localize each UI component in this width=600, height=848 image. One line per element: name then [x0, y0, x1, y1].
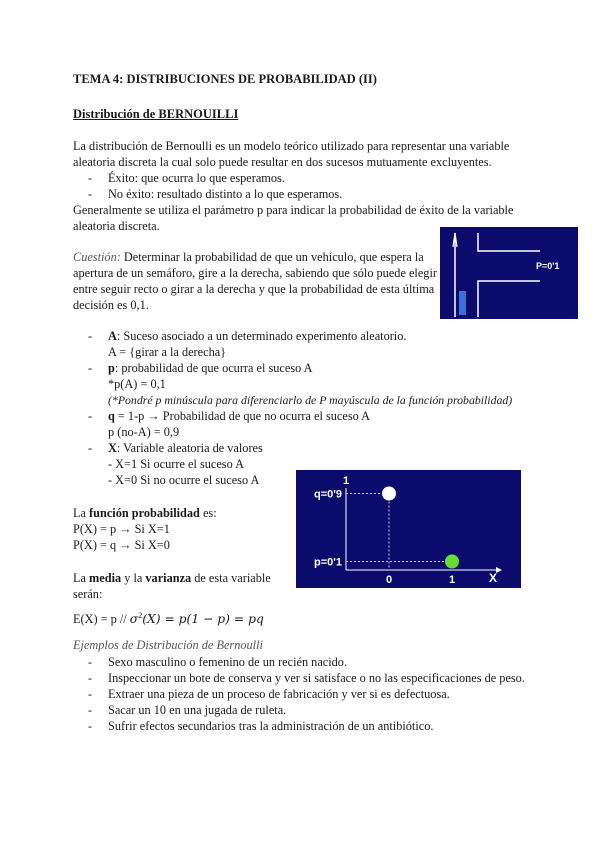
media-post: de esta variable: [191, 571, 271, 585]
function-line-1: P(X) = p → Si X=1: [73, 522, 170, 536]
list-item: [88, 718, 525, 734]
def-sub-x-1: - X=1 Si ocurre el suceso A: [108, 457, 245, 471]
formula-left: E(X) = p //: [73, 612, 130, 627]
def-text-a: : Suceso asociado a un determinado experimento aleatorio.: [116, 329, 407, 343]
def-text-q: = 1-p → Probabilidad de que no ocurra el suceso A: [114, 409, 371, 423]
list-item-text: Inspeccionar un bote de conserva y ver si satisface o no las especificaciones de peso.: [108, 671, 525, 685]
page-title: TEMA 4: DISTRIBUCIONES DE PROBABILIDAD (II): [73, 72, 377, 86]
examples-title-text: Ejemplos de Distribución de Bernoulli: [73, 638, 263, 652]
intro-line-3: Generalmente se utiliza el parámetro p para indicar la probabilidad de éxito de la variable: [73, 203, 514, 217]
x-axis-label: X: [489, 571, 498, 585]
intro-bullets: [88, 170, 342, 202]
def-sub-p-1: *p(A) = 0,1: [108, 377, 166, 391]
list-item: [88, 170, 342, 186]
function-section: [73, 505, 217, 553]
list-item: [88, 654, 525, 670]
intro-line-2: aleatoria discreta la cual solo puede resultar en dos sucesos mutuamente excluyentes.: [73, 155, 492, 169]
bernoulli-chart: [296, 470, 521, 588]
car-icon: [459, 291, 466, 315]
bullet-dash: -: [88, 171, 93, 185]
def-text-p: : probabilidad de que ocurra el suceso A: [114, 361, 313, 375]
x-tick-label-0: 0: [385, 574, 393, 586]
def-sub-p-note: (*Pondré p minúscula para diferenciarlo de P mayúscula de la función probabilidad): [108, 393, 513, 407]
bullet-dash: -: [88, 655, 93, 669]
bullet-dash: -: [88, 703, 93, 717]
media-pre: La: [73, 571, 90, 585]
list-item: [88, 702, 525, 718]
def-key-q: q: [108, 409, 115, 423]
def-sub-q: p (no-A) = 0,9: [108, 425, 180, 439]
data-point-p: [445, 555, 459, 569]
examples-list: [88, 654, 525, 734]
list-item: [88, 440, 512, 456]
bullet-dash: -: [88, 361, 93, 375]
bullet-dash: -: [88, 671, 93, 685]
question-text-1: Determinar la probabilidad de que un vehículo, que espera la: [120, 250, 424, 264]
bullet-dash: -: [88, 329, 93, 343]
function-intro-pre: La: [73, 506, 90, 520]
media-section: [73, 570, 271, 627]
list-item-text: Sufrir efectos secundarios tras la administración de un antibiótico.: [108, 719, 434, 733]
list-item: [88, 328, 512, 344]
list-item: [88, 186, 342, 202]
media-intro: [73, 570, 271, 586]
road-figure-label: P=0'1: [536, 261, 560, 271]
function-intro: [73, 505, 217, 521]
definitions-list: [88, 328, 512, 488]
function-intro-bold: función probabilidad: [89, 506, 200, 520]
section-title: Distribución de BERNOUILLI: [73, 107, 239, 121]
media-formula: $E(X) = p // \sigma^2(X) = p(1 - p)$ = pq: [73, 611, 264, 627]
question-line-4: decisión es 0,1.: [73, 298, 149, 312]
function-line-2: P(X) = q → Si X=0: [73, 538, 170, 552]
y-tick-label: 1: [343, 475, 350, 487]
def-key-a: A: [108, 329, 117, 343]
question-line-2: apertura de un semáforo, gire a la derecha, sabiendo que sólo puede elegir: [73, 266, 437, 280]
variance-bold: varianza: [145, 571, 192, 585]
list-item-text: Sexo masculino o femenino de un recién nacido.: [108, 655, 348, 669]
list-item: [88, 670, 525, 686]
question-line-1: [73, 249, 443, 265]
list-item: [88, 360, 512, 376]
def-sub-a: A = {girar a la derecha}: [108, 345, 227, 359]
intro-line-1: La distribución de Bernoulli es un modelo teórico utilizado para representar una variable: [73, 139, 510, 153]
formula-sigma: σ: [129, 612, 139, 627]
function-intro-post: es:: [199, 506, 217, 520]
list-item: [88, 408, 512, 424]
media-bold: media: [89, 571, 122, 585]
list-item-text: Extraer una pieza de un proceso de fabricación y ver si es defectuosa.: [108, 687, 450, 701]
question-paragraph: [73, 249, 443, 313]
road-figure: [440, 227, 578, 319]
question-label: Cuestión:: [73, 250, 121, 264]
bullet-dash: -: [88, 441, 93, 455]
point-label-p: p=0'1: [314, 556, 342, 569]
question-line-3: entre seguir recto o girar a la derecha y que la probabilidad de esta última: [73, 282, 435, 296]
x-tick-label-1: 1: [448, 574, 456, 586]
list-item-text: Éxito: que ocurra lo que esperamos.: [108, 171, 285, 185]
list-item: [88, 686, 525, 702]
point-label-q: q=0'9: [314, 488, 342, 501]
formula-right: (X) = p(1 − p) = pq: [142, 612, 264, 627]
def-key-x: X: [108, 441, 117, 455]
intro-paragraph: [73, 138, 533, 170]
media-mid: y la: [121, 571, 146, 585]
media-line-2: serán:: [73, 587, 103, 601]
bullet-dash: -: [88, 719, 93, 733]
bullet-dash: -: [88, 187, 93, 201]
def-sub-x-2: - X=0 Si no ocurre el suceso A: [108, 473, 260, 487]
list-item-text: Sacar un 10 en una jugada de ruleta.: [108, 703, 287, 717]
intro-line-4: aleatoria discreta.: [73, 219, 160, 233]
def-key-p: p: [108, 361, 115, 375]
def-text-x: : Variable aleatoria de valores: [116, 441, 263, 455]
examples-title: [73, 637, 263, 653]
list-item-text: No éxito: resultado distinto a lo que esperamos.: [108, 187, 343, 201]
data-point-q: [382, 487, 396, 501]
bullet-dash: -: [88, 409, 93, 423]
bullet-dash: -: [88, 687, 93, 701]
